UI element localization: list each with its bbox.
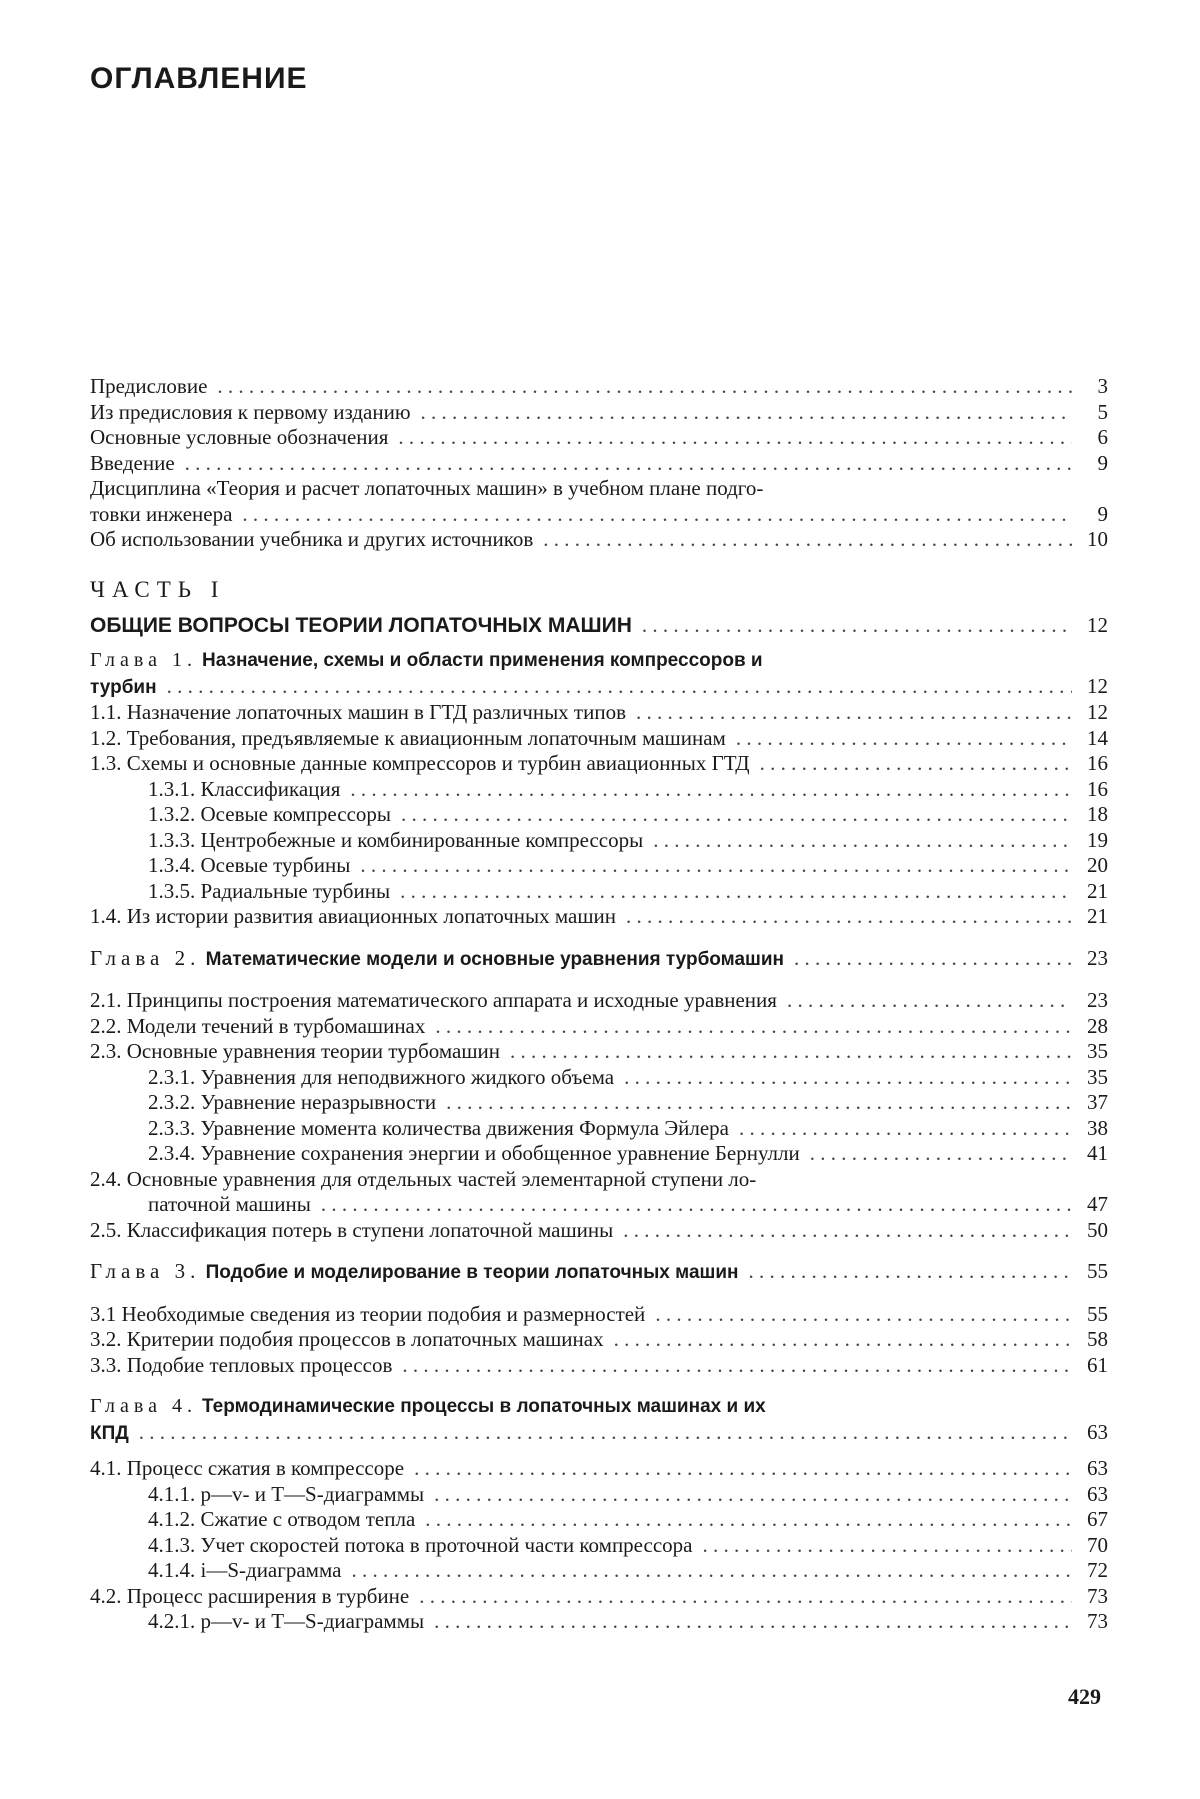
toc-entry[interactable] — [90, 1167, 1108, 1218]
dot-leader — [414, 1456, 1072, 1482]
toc-entry[interactable] — [90, 1302, 1108, 1328]
toc-page-number: 20 — [1087, 853, 1108, 877]
toc-entry[interactable] — [90, 726, 1108, 752]
dot-leader — [655, 1302, 1072, 1328]
toc-entry-introduction[interactable] — [90, 451, 1108, 477]
toc-chapter-4[interactable] — [90, 1394, 1108, 1446]
toc-entry-label: 3.3. Подобие тепловых процессов — [90, 1352, 393, 1377]
toc-entry[interactable] — [90, 1039, 1108, 1065]
chapter-title-line1: Термодинамические процессы в лопаточных машинах и их — [201, 1396, 766, 1417]
toc-page-number: 38 — [1087, 1115, 1108, 1140]
toc-entry-label: 3.1 Необходимые сведения из теории подобия и размерностей — [90, 1301, 646, 1326]
toc-entry-label: 4.1.2. Сжатие с отводом тепла — [148, 1507, 416, 1531]
table-of-contents — [90, 374, 1108, 1635]
toc-page-number: 61 — [1087, 1352, 1108, 1377]
dot-leader — [810, 1141, 1072, 1167]
toc-subentry[interactable] — [90, 828, 1108, 854]
dot-leader — [446, 1090, 1072, 1116]
toc-entry-label-line1: Дисциплина «Теория и расчет лопаточных машин» в учебном плане подго- — [90, 476, 764, 500]
toc-page-number: 50 — [1087, 1217, 1108, 1242]
dot-leader — [624, 1065, 1072, 1091]
toc-entry-label: Введение — [90, 450, 175, 475]
toc-page-number: 70 — [1087, 1532, 1108, 1557]
dot-leader — [787, 988, 1072, 1014]
toc-entry-label: 2.5. Классификация потерь в ступени лопаточной машины — [90, 1217, 614, 1242]
toc-entry-label-line2: паточной машины — [148, 1192, 311, 1216]
toc-chapter-3[interactable] — [90, 1259, 1108, 1286]
toc-entry[interactable] — [90, 1218, 1108, 1244]
toc-page-number: 19 — [1087, 827, 1108, 852]
chapter-title-line2: турбин — [90, 676, 157, 698]
toc-chapter-1[interactable] — [90, 648, 1108, 700]
toc-page-number: 9 — [1097, 501, 1108, 526]
toc-subentry[interactable] — [90, 1609, 1108, 1635]
toc-page-number: 73 — [1087, 1583, 1108, 1608]
dot-leader — [435, 1014, 1072, 1040]
toc-subentry[interactable] — [90, 1141, 1108, 1167]
dot-leader — [401, 802, 1072, 828]
toc-entry-label: 1.3. Схемы и основные данные компрессоров и турбин авиационных ГТД — [90, 751, 750, 775]
dot-leader — [421, 400, 1072, 426]
toc-subentry[interactable] — [90, 777, 1108, 803]
toc-entry-label: 2.1. Принципы построения математического аппарата и исходные уравнения — [90, 988, 777, 1012]
toc-page-number: 9 — [1097, 450, 1108, 475]
toc-entry-label: 4.1.3. Учет скоростей потока в проточной части компрессора — [148, 1532, 693, 1557]
toc-entry-textbook-usage[interactable] — [90, 527, 1108, 553]
toc-page-number: 3 — [1097, 374, 1108, 398]
toc-page-number: 21 — [1087, 878, 1108, 903]
dot-leader — [425, 1507, 1072, 1533]
toc-page-number: 63 — [1087, 1456, 1108, 1480]
toc-page-number: 58 — [1087, 1327, 1108, 1351]
toc-page-number: 67 — [1087, 1507, 1108, 1531]
toc-page-number: 37 — [1087, 1090, 1108, 1114]
toc-entry-label: 1.2. Требования, предъявляемые к авиационным лопаточным машинам — [90, 725, 726, 750]
toc-page-number: 12 — [1087, 700, 1108, 724]
dot-leader — [510, 1039, 1072, 1065]
chapter-prefix: Глава 4. — [90, 1395, 197, 1417]
toc-entry-label: 2.3.4. Уравнение сохранения энергии и обобщенное уравнение Бернулли — [148, 1141, 800, 1165]
toc-page-number: 16 — [1087, 751, 1108, 775]
toc-entry-label: 3.2. Критерии подобия процессов в лопаточных машинах — [90, 1327, 604, 1351]
page-title: ОГЛАВЛЕНИЕ — [90, 62, 308, 95]
chapter-title: Подобие и моделирование в теории лопаточных машин — [205, 1262, 739, 1283]
dot-leader — [419, 1584, 1072, 1610]
dot-leader — [351, 1558, 1072, 1584]
toc-entry-label: 1.3.4. Осевые турбины — [148, 853, 351, 877]
toc-entry-label: 1.4. Из истории развития авиационных лопаточных машин — [90, 904, 616, 928]
toc-entry[interactable] — [90, 700, 1108, 726]
toc-entry-label-line2: товки инженера — [90, 501, 233, 526]
toc-subentry[interactable] — [90, 802, 1108, 828]
dot-leader — [626, 904, 1072, 930]
toc-subentry[interactable] — [90, 879, 1108, 905]
page-number: 429 — [1068, 1684, 1101, 1709]
dot-leader — [623, 1218, 1072, 1244]
toc-entry-preface[interactable] — [90, 374, 1108, 400]
toc-page-number: 28 — [1087, 1013, 1108, 1038]
dot-leader — [400, 879, 1072, 905]
toc-subentry[interactable] — [90, 1533, 1108, 1559]
toc-entry[interactable] — [90, 1014, 1108, 1040]
toc-entry-label: 1.3.1. Классификация — [148, 776, 341, 801]
toc-entry-label-line1: 2.4. Основные уравнения для отдельных частей элементарной ступени ло- — [90, 1166, 757, 1191]
toc-subentry[interactable] — [90, 1558, 1108, 1584]
toc-entry-label: 2.3. Основные уравнения теории турбомашин — [90, 1039, 501, 1063]
part-label: ЧАСТЬ I — [90, 576, 226, 602]
dot-leader — [703, 1533, 1073, 1559]
toc-subentry[interactable] — [90, 853, 1108, 879]
toc-entry-label: Об использовании учебника и других источников — [90, 527, 534, 551]
toc-chapter-2[interactable] — [90, 946, 1108, 973]
toc-entry[interactable] — [90, 1584, 1108, 1610]
toc-entry[interactable] — [90, 1353, 1108, 1379]
dot-leader — [543, 527, 1072, 553]
dot-leader — [636, 700, 1072, 726]
toc-entry-first-edition-preface[interactable] — [90, 400, 1108, 426]
toc-entry-label: 2.3.3. Уравнение момента количества движения Формула Эйлера — [148, 1115, 729, 1140]
toc-page-number: 5 — [1097, 399, 1108, 424]
toc-page-number: 47 — [1087, 1192, 1108, 1216]
dot-leader — [185, 451, 1072, 477]
toc-entry-label: 1.1. Назначение лопаточных машин в ГТД различных типов — [90, 700, 627, 724]
chapter-prefix: Глава 2. — [90, 945, 201, 970]
toc-page-number: 55 — [1087, 1301, 1108, 1326]
toc-entry-label: 4.2.1. p—v- и T—S-диаграммы — [148, 1609, 425, 1633]
dot-leader — [642, 613, 1072, 639]
dot-leader — [760, 751, 1072, 777]
toc-entry-part-title[interactable] — [90, 613, 1108, 639]
toc-page-number: 72 — [1087, 1558, 1108, 1582]
toc-page-number: 55 — [1087, 1259, 1108, 1283]
dot-leader — [350, 777, 1072, 803]
chapter-title: Математические модели и основные уравнения турбомашин — [205, 948, 785, 970]
dot-leader — [794, 946, 1072, 972]
part-title: ОБЩИЕ ВОПРОСЫ ТЕОРИИ ЛОПАТОЧНЫХ МАШИН — [90, 613, 632, 637]
toc-entry-discipline[interactable] — [90, 476, 1108, 527]
dot-leader — [434, 1609, 1072, 1635]
toc-page-number: 6 — [1097, 425, 1108, 449]
dot-leader — [434, 1482, 1072, 1508]
toc-page-number: 23 — [1087, 945, 1108, 970]
toc-entry-label: 2.3.1. Уравнения для неподвижного жидкого объема — [148, 1064, 615, 1089]
dot-leader — [749, 1259, 1072, 1285]
toc-entry-label: 2.2. Модели течений в турбомашинах — [90, 1013, 426, 1038]
dot-leader — [398, 425, 1072, 451]
dot-leader — [614, 1327, 1072, 1353]
toc-entry[interactable] — [90, 1456, 1108, 1482]
dot-leader — [739, 1116, 1072, 1142]
dot-leader — [139, 1420, 1072, 1446]
toc-page-number: 35 — [1087, 1064, 1108, 1089]
toc-entry-notation[interactable] — [90, 425, 1108, 451]
toc-entry-label: 1.3.2. Осевые компрессоры — [148, 802, 392, 826]
dot-leader — [360, 853, 1072, 879]
toc-entry-label: 2.3.2. Уравнение неразрывности — [148, 1090, 437, 1114]
toc-page-number: 10 — [1087, 527, 1108, 551]
toc-subentry[interactable] — [90, 1065, 1108, 1091]
chapter-title-line1: Назначение, схемы и области применения компрессоров и — [201, 650, 763, 671]
toc-entry-label: Основные условные обозначения — [90, 425, 389, 449]
toc-page-number: 14 — [1087, 725, 1108, 750]
toc-entry[interactable] — [90, 988, 1108, 1014]
toc-entry-label: 1.3.3. Центробежные и комбинированные компрессоры — [148, 827, 644, 852]
toc-page-number: 63 — [1087, 1419, 1108, 1444]
chapter-prefix: Глава 3. — [90, 1259, 201, 1283]
toc-page-number: 12 — [1087, 673, 1108, 698]
toc-entry-label: Предисловие — [90, 374, 208, 398]
toc-subentry[interactable] — [90, 1507, 1108, 1533]
toc-subentry[interactable] — [90, 1116, 1108, 1142]
toc-page-number: 21 — [1087, 904, 1108, 928]
toc-entry-label: 4.1. Процесс сжатия в компрессоре — [90, 1456, 405, 1480]
toc-subentry[interactable] — [90, 1482, 1108, 1508]
toc-subentry[interactable] — [90, 1090, 1108, 1116]
toc-entry-label: 4.1.4. i—S-диаграмма — [148, 1558, 342, 1582]
toc-entry[interactable] — [90, 751, 1108, 777]
toc-entry-label: 1.3.5. Радиальные турбины — [148, 878, 391, 903]
chapter-title-line2: КПД — [90, 1422, 129, 1444]
chapter-prefix: Глава 1. — [90, 649, 197, 671]
toc-page-number: 18 — [1087, 802, 1108, 826]
dot-leader — [321, 1192, 1072, 1218]
dot-leader — [242, 502, 1072, 528]
toc-page-number: 73 — [1087, 1609, 1108, 1633]
dot-leader — [736, 726, 1072, 752]
toc-page-number: 16 — [1087, 776, 1108, 801]
toc-page-number: 12 — [1087, 612, 1108, 637]
toc-entry[interactable] — [90, 904, 1108, 930]
toc-page-number: 23 — [1087, 988, 1108, 1012]
toc-page-number: 63 — [1087, 1481, 1108, 1506]
toc-entry-label: 4.2. Процесс расширения в турбине — [90, 1583, 410, 1608]
toc-page-number: 35 — [1087, 1039, 1108, 1063]
toc-entry[interactable] — [90, 1327, 1108, 1353]
toc-entry-label: 4.1.1. p—v- и T—S-диаграммы — [148, 1481, 425, 1506]
toc-entry-label: Из предисловия к первому изданию — [90, 399, 411, 424]
dot-leader — [217, 374, 1072, 400]
dot-leader — [402, 1353, 1072, 1379]
dot-leader — [653, 828, 1072, 854]
dot-leader — [167, 674, 1072, 700]
toc-page-number: 41 — [1087, 1141, 1108, 1165]
